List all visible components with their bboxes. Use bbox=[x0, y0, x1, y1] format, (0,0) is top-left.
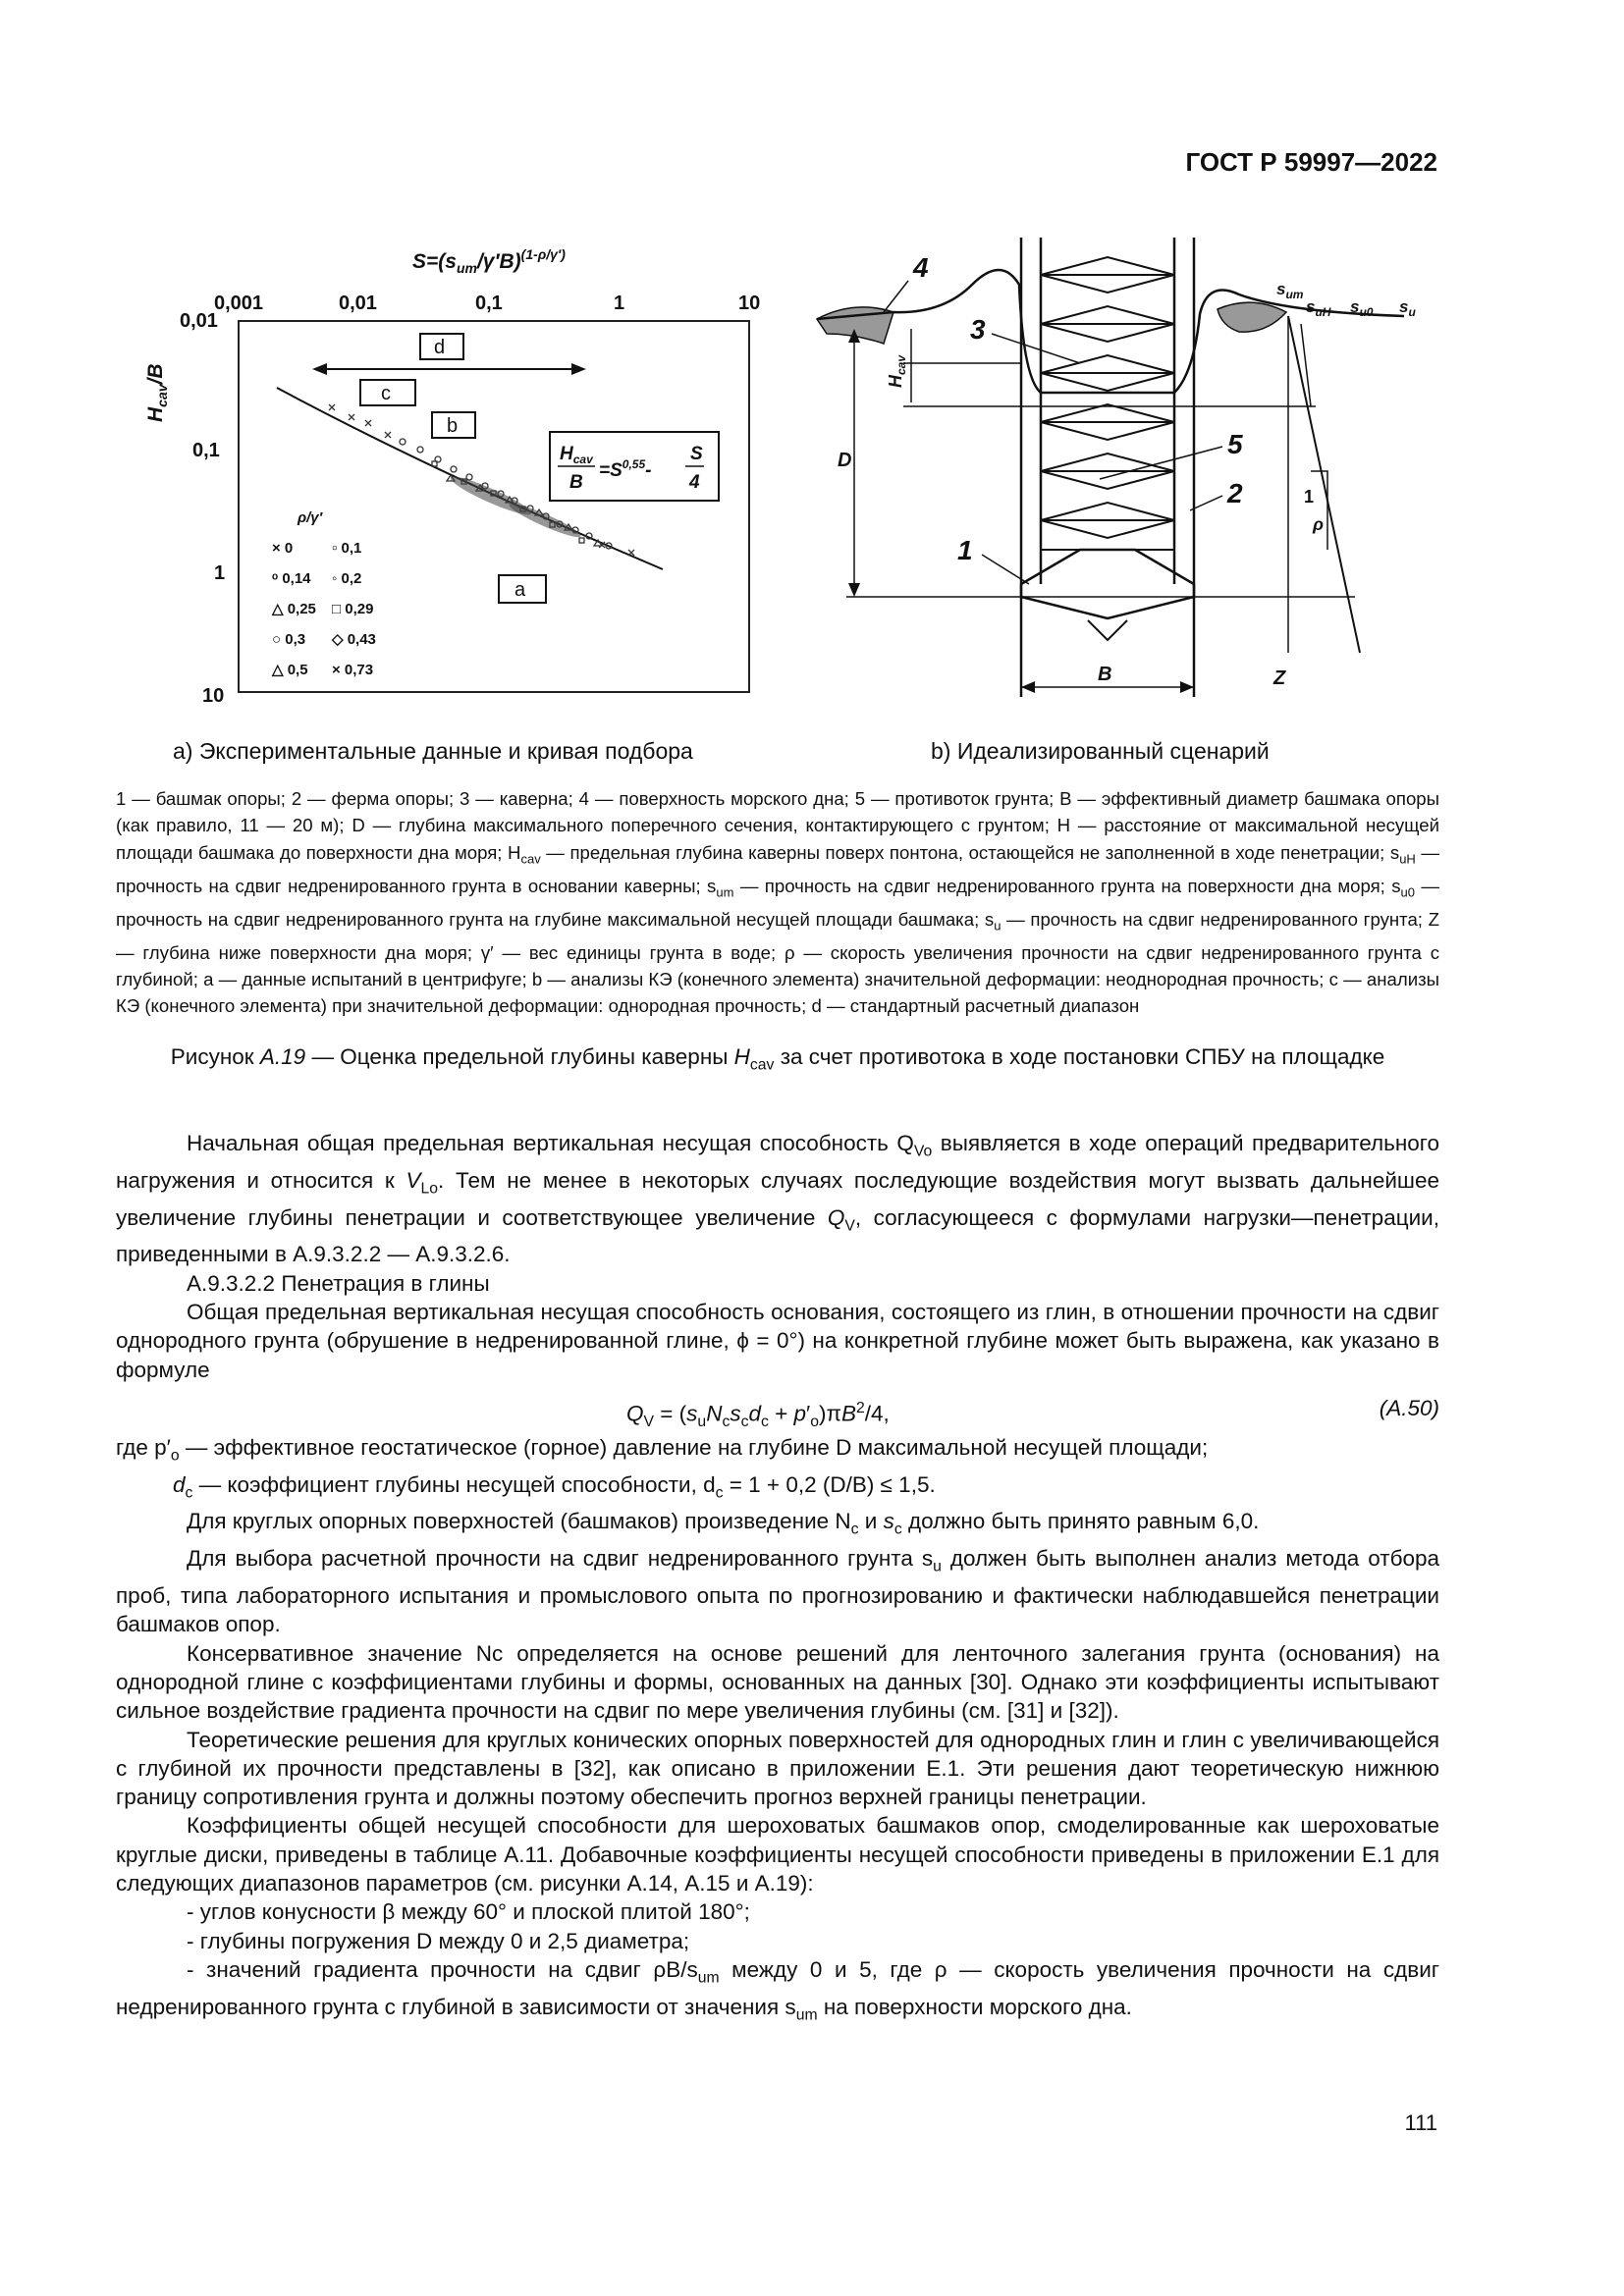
svg-text:◦ 0,2: ◦ 0,2 bbox=[332, 570, 362, 587]
svg-text:Hcav: $H_{cav}$ bbox=[560, 444, 593, 466]
svg-text:× 0,73: × 0,73 bbox=[332, 662, 374, 678]
subsection-heading: А.9.3.2.2 Пенетрация в глины bbox=[187, 1270, 490, 1296]
svg-text:suH: $s_{uH}$ bbox=[1306, 297, 1331, 319]
panel-a-legend bbox=[271, 509, 376, 678]
svg-text:○ 0,3: ○ 0,3 bbox=[272, 631, 306, 648]
left-axis-ticks bbox=[180, 310, 225, 707]
svg-text:=S0,55-: $=S^{0,55}-$ bbox=[599, 457, 652, 481]
svg-text:1: 1 bbox=[1304, 487, 1315, 507]
top-axis-ticks bbox=[214, 293, 760, 314]
paragraph: Консервативное значение Nc определяется на основе решений для ленточного залегания грунта (основания) на однородной глине с коэффициентами глубины и формы, основанных на данных [30]. Однако эти коэффициенты испытывают сильное воздействие градиента прочности на сдвиг по мере увеличения глубины (см. [31] и [32]). bbox=[116, 1640, 1439, 1724]
paragraph: Общая предельная вертикальная несущая способность основания, состоящего из глин, в отношении прочности на сдвиг однородного грунта (обрушение в недренированной глине, ϕ = 0°) на конкретной глубине может быть выражена, как указано в формуле bbox=[116, 1299, 1439, 1382]
label-D: D bbox=[838, 450, 852, 471]
label-5: 5 bbox=[1227, 429, 1243, 459]
svg-text:ᵒ 0,14: ᵒ 0,14 bbox=[272, 570, 311, 587]
list-item: - значений градиента прочности на сдвиг $\rho B/s_{um}$ между 0 и 5, где ρ — скорость увеличения прочности на сдвиг недренированного грунта с глубиной в зависимости от значения $s_{um}$ на поверхности морского дна. bbox=[116, 1956, 1439, 2024]
where-line: $d_c$ — коэффициент глубины несущей способности, $d_c = 1 + 0,2$ (D/B) ≤ 1,5. bbox=[173, 1471, 936, 1502]
svg-text:0,1: 0,1 bbox=[192, 440, 220, 461]
svg-text:1: 1 bbox=[214, 562, 226, 584]
svg-text:ρ/γ′: ρ/γ′ bbox=[298, 509, 323, 526]
caption-panel-b: b) Идеализированный сценарий bbox=[931, 738, 1270, 764]
panel-b-diagram bbox=[817, 238, 1416, 697]
truss-bracing bbox=[1041, 257, 1174, 550]
svg-text:d: d bbox=[434, 337, 446, 358]
paragraph: Коэффициенты общей несущей способности для шероховатых башмаков опор, смоделированные как шероховатые круглые диски, приведены в таблице А.11. Добавочные коэффициенты несущей способности приведены в приложении Е.1 для следующих диапазонов параметров (см. рисунки А.14, А.15 и А.19): bbox=[116, 1813, 1439, 1896]
svg-text:× 0: × 0 bbox=[272, 540, 294, 557]
svg-text:△ 0,25: △ 0,25 bbox=[272, 601, 316, 617]
svg-text:0,01: 0,01 bbox=[180, 310, 218, 332]
svg-text:◇ 0,43: ◇ 0,43 bbox=[332, 631, 376, 648]
svg-text:Hcav: $H_{cav}$ bbox=[886, 354, 908, 388]
top-axis-title: $S=(s_{um}/\gamma'B)^{(1-\rho/\gamma')}$ bbox=[412, 246, 566, 276]
list-item: - глубины погружения D между 0 и 2,5 диаметра; bbox=[187, 1928, 690, 1953]
label-B: B bbox=[1098, 664, 1112, 685]
paragraph: Теоретические решения для круглых конических опорных поверхностей для однородных глин и глин с увеличивающейся с глубиной их прочности представлены в [32], как описано в приложении Е.1. Эти решения дают теоретическую нижнюю границу сопротивления грунта и должны поэтому обеспечить прогноз верхней границы пенетрации. bbox=[116, 1727, 1439, 1810]
paragraph: Для выбора расчетной прочности на сдвиг недренированного грунта $s_u$ должен быть выполнен анализ метода отбора проб, типа лабораторного испытания и промыслового опыта по прогнозированию и фактически наблюдавшейся пенетрации башмаков опор. bbox=[116, 1546, 1439, 1637]
svg-text:4: 4 bbox=[689, 472, 700, 493]
caption-panel-a: a) Экспериментальные данные и кривая подбора bbox=[173, 738, 693, 764]
svg-text:10: 10 bbox=[202, 685, 225, 707]
svg-text:B: B bbox=[569, 472, 583, 493]
figure-a19 bbox=[0, 0, 1624, 746]
label-2: 2 bbox=[1227, 478, 1243, 508]
svg-text:0,001: 0,001 bbox=[214, 293, 264, 314]
figure-title: Рисунок А.19 — Оценка предельной глубины каверны $H_{cav}$ за счет противотока в ходе постановки СПБУ на площадке bbox=[170, 1044, 1385, 1074]
formula-a50: $Q_V = (s_uN_cs_cd_c + p'_o)\pi B^2/4$, (А.50) bbox=[626, 1395, 1439, 1430]
svg-text:▫ 0,1: ▫ 0,1 bbox=[332, 540, 362, 557]
figure-legend: 1 — башмак опоры; 2 — ферма опоры; 3 — каверна; 4 — поверхность морского дна; 5 — противоток грунта; B — эффективный диаметр башмака опоры (как правило, 11 — 20 м); D — глубина максимального поперечного сечения, контактирующего с грунтом; H — расстояние от максимальной несущей площади башмака до поверхности дна моря; $H_{cav}$ — предельная глубина каверны поверх понтона, остающейся не заполненной в ходе пенетрации; $s_{uH}$ — прочность на сдвиг недренированного грунта в основании каверны; $s_{um}$ — прочность на сдвиг недренированного грунта на поверхности дна моря; $s_{u0}$ — прочность на сдвиг недренированного грунта на глубине максимальной несущей площади башмака; $s_u$ — прочность на сдвиг недренированного грунта; Z — глубина ниже поверхности дна моря; γ′ — вес единицы грунта в воде; ρ — скорость увеличения прочности на сдвиг недренированного грунта с глубиной; a — данные испытаний в центрифуге; b — анализы КЭ (конечного элемента) значительной деформации: неоднородная прочность; c — анализы КЭ (конечного элемента) при значительной деформации: однородная прочность; d — стандартный расчетный диапазон bbox=[116, 788, 1439, 1017]
body-text bbox=[116, 1129, 1439, 2030]
document-header: ГОСТ Р 59997—2022 bbox=[1185, 147, 1437, 177]
paragraph: Начальная общая предельная вертикальная несущая способность $Q_{Vo}$ выявляется в ходе операций предварительного нагружения и относится к $V_{Lo}$. Тем не менее в некоторых случаях последующие воздействия могут вызвать дальнейшее увеличение глубины пенетрации и соответствующее увеличение $Q_V$, согласующееся с формулами нагрузки—пенетрации, приведенными в А.9.3.2.2 — А.9.3.2.6. bbox=[116, 1131, 1440, 1267]
label-1: 1 bbox=[957, 535, 973, 565]
svg-text:su0: $s_{u0}$ bbox=[1350, 297, 1374, 319]
svg-text:b: b bbox=[447, 415, 459, 437]
where-line: где $p'_o$ — эффективное геостатическое (горное) давление на глубине D максимальной несущей площади; bbox=[116, 1434, 1209, 1465]
svg-text:sum: $s_{um}$ bbox=[1276, 280, 1304, 301]
left-axis-label: $H_{cav}/B$ bbox=[144, 363, 170, 422]
panel-a-chart bbox=[144, 246, 760, 707]
svg-text:△ 0,5: △ 0,5 bbox=[272, 662, 308, 678]
svg-text:ρ: ρ bbox=[1313, 514, 1324, 534]
label-Z: Z bbox=[1273, 667, 1286, 689]
label-4: 4 bbox=[913, 252, 929, 283]
svg-text:a: a bbox=[514, 579, 526, 601]
svg-text:1: 1 bbox=[614, 293, 625, 314]
svg-text:0,01: 0,01 bbox=[339, 293, 377, 314]
svg-text:□ 0,29: □ 0,29 bbox=[332, 601, 374, 617]
svg-text:10: 10 bbox=[738, 293, 761, 314]
svg-text:0,1: 0,1 bbox=[475, 293, 503, 314]
list-item: - углов конусности β между 60° и плоской плитой 180°; bbox=[187, 1899, 750, 1925]
svg-text:su: $s_u$ bbox=[1399, 297, 1416, 319]
svg-text:S: S bbox=[690, 444, 703, 464]
svg-text:c: c bbox=[381, 383, 391, 404]
paragraph: Для круглых опорных поверхностей (башмаков) произведение $N_c$ и $s_c$ должно быть принято равным 6,0. bbox=[187, 1509, 1260, 1538]
label-3: 3 bbox=[970, 314, 986, 345]
page-number: 111 bbox=[1404, 2110, 1437, 2135]
